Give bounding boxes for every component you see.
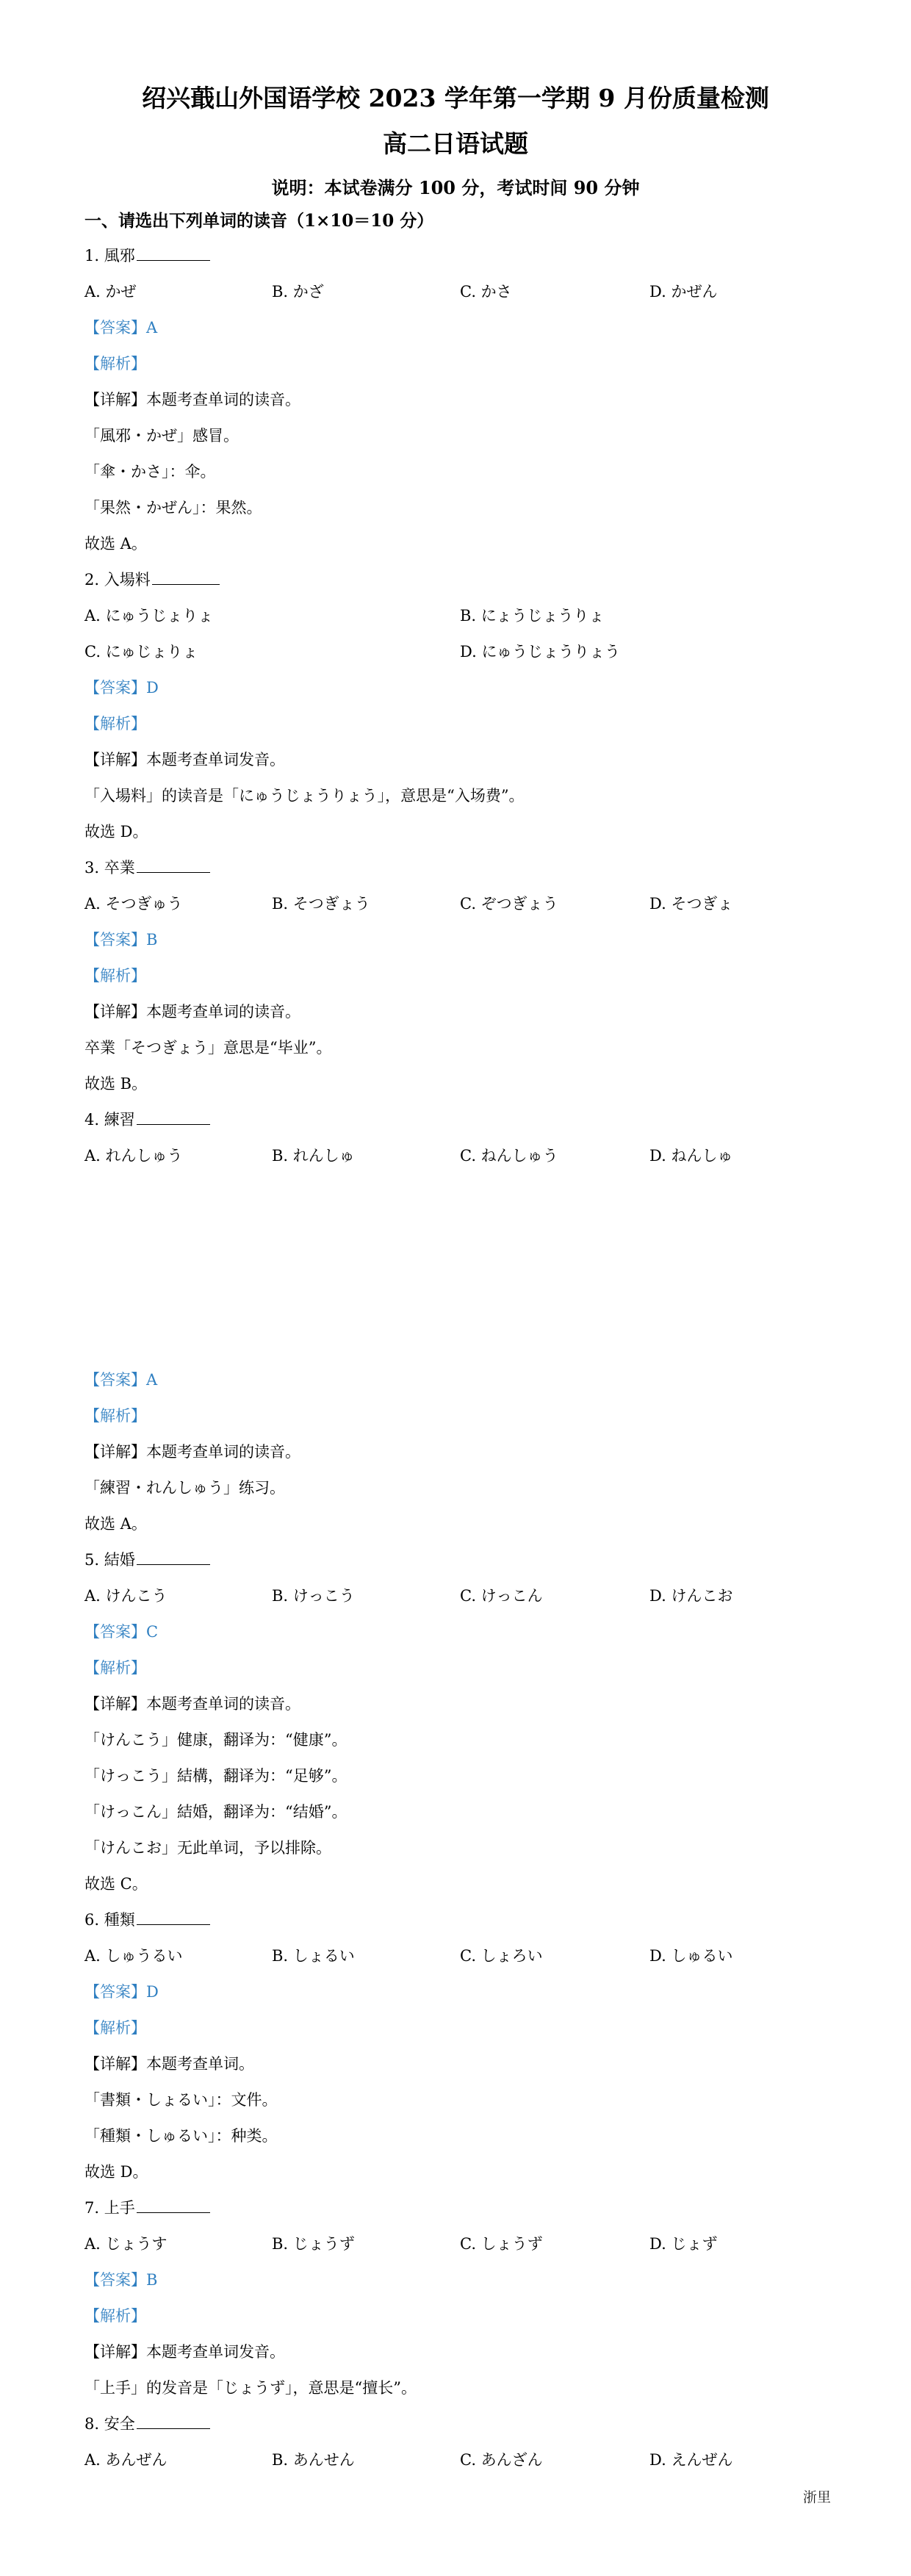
question-5-stem: 5. 結婚 <box>84 1548 210 1570</box>
question-5-detail: 「けっこう」結構，翻译为：“足够”。 <box>84 1767 348 1785</box>
question-4-detail: 「練習・れんしゅう」练习。 <box>84 1479 285 1497</box>
question-4-analysis: 【解析】 <box>84 1407 146 1425</box>
question-1-analysis: 【解析】 <box>84 355 146 373</box>
question-1-detail: 【详解】本题考查单词的读音。 <box>84 391 300 409</box>
question-5-detail: 「けっこん」結婚，翻译为：“结婚”。 <box>84 1803 348 1821</box>
question-4-detail: 故选 A。 <box>84 1515 147 1533</box>
question-2-detail: 「入場料」的读音是「にゅうじょうりょう」，意思是“入场费”。 <box>84 787 525 805</box>
question-2-option-a: A. にゅうじょりょ <box>84 607 214 625</box>
section-title: 一、请选出下列单词的读音（1×10＝10 分） <box>84 211 434 231</box>
question-4-answer: 【答案】A <box>84 1371 158 1389</box>
question-6-analysis: 【解析】 <box>84 2019 146 2037</box>
question-8-option-d: D. えんぜん <box>649 2451 733 2469</box>
question-3-detail: 故选 B。 <box>84 1075 148 1093</box>
question-1-detail: 「風邪・かぜ」感冒。 <box>84 427 239 445</box>
question-6-detail: 【详解】本题考查单词。 <box>84 2055 254 2073</box>
question-2-detail: 【详解】本题考查单词发音。 <box>84 751 285 769</box>
question-3-stem: 3. 卒業 <box>84 856 210 878</box>
question-7-detail: 「上手」的发音是「じょうず」，意思是“擅长”。 <box>84 2379 417 2397</box>
question-5-detail: 「けんこお」无此单词，予以排除。 <box>84 1839 331 1857</box>
question-2-analysis: 【解析】 <box>84 715 146 733</box>
question-6-detail: 「書類・しょるい」：文件。 <box>84 2091 278 2109</box>
question-5-detail: 「けんこう」健康，翻译为：“健康”。 <box>84 1731 348 1749</box>
question-3-option-c: C. ぞつぎょう <box>460 895 558 913</box>
question-5-option-b: B. けっこう <box>272 1587 355 1605</box>
question-7-option-b: B. じょうず <box>272 2235 355 2253</box>
question-1-detail: 故选 A。 <box>84 535 147 553</box>
question-8-option-a: A. あんぜん <box>84 2451 168 2469</box>
question-2-option-b: B. にょうじょうりょ <box>460 607 605 625</box>
question-6-detail: 「種類・しゅるい」：种类。 <box>84 2127 278 2145</box>
question-2-detail: 故选 D。 <box>84 823 148 841</box>
question-2-option-d: D. にゅうじょうりょう <box>460 643 621 661</box>
question-5-analysis: 【解析】 <box>84 1659 146 1677</box>
question-5-option-a: A. けんこう <box>84 1587 168 1605</box>
question-4-option-d: D. ねんしゅ <box>649 1147 733 1165</box>
question-2-answer: 【答案】D <box>84 679 159 697</box>
exam-note: 说明：本试卷满分 100 分，考试时间 90 分钟 <box>271 177 640 198</box>
question-1-answer: 【答案】A <box>84 319 158 337</box>
question-1-option-c: C. かさ <box>460 283 512 301</box>
question-7-answer: 【答案】B <box>84 2271 158 2289</box>
question-8-option-b: B. あんせん <box>272 2451 355 2469</box>
question-8-stem: 8. 安全 <box>84 2412 210 2434</box>
question-8-option-c: C. あんざん <box>460 2451 543 2469</box>
exam-subtitle: 高二日语试题 <box>383 129 528 158</box>
question-7-option-d: D. じょず <box>649 2235 718 2253</box>
question-7-detail: 【详解】本题考查单词发音。 <box>84 2343 285 2361</box>
question-6-option-d: D. しゅるい <box>649 1947 733 1965</box>
question-5-option-d: D. けんこお <box>649 1587 733 1605</box>
question-3-detail: 【详解】本题考查单词的读音。 <box>84 1003 300 1021</box>
question-1-detail: 「傘・かさ」：伞。 <box>84 463 216 481</box>
question-1-option-d: D. かぜん <box>649 283 718 301</box>
question-7-analysis: 【解析】 <box>84 2307 146 2325</box>
question-2-option-c: C. にゅじょりょ <box>84 643 198 661</box>
question-7-option-c: C. しょうず <box>460 2235 543 2253</box>
question-4-option-b: B. れんしゅ <box>272 1147 355 1165</box>
question-3-option-d: D. そつぎょ <box>649 895 733 913</box>
question-3-answer: 【答案】B <box>84 931 158 949</box>
question-2-stem: 2. 入場料 <box>84 568 220 590</box>
exam-title: 绍兴蕺山外国语学校 2023 学年第一学期 9 月份质量检测 <box>142 84 769 112</box>
question-6-option-b: B. しょるい <box>272 1947 355 1965</box>
question-1-detail: 「果然・かぜん」：果然。 <box>84 499 262 517</box>
question-4-stem: 4. 練習 <box>84 1108 210 1130</box>
question-7-option-a: A. じょうす <box>84 2235 168 2253</box>
question-6-stem: 6. 種類 <box>84 1908 210 1930</box>
question-3-option-a: A. そつぎゅう <box>84 895 183 913</box>
question-6-answer: 【答案】D <box>84 1983 159 2001</box>
question-4-option-c: C. ねんしゅう <box>460 1147 558 1165</box>
question-5-answer: 【答案】C <box>84 1623 159 1641</box>
question-5-detail: 【详解】本题考查单词的读音。 <box>84 1695 300 1713</box>
question-4-option-a: A. れんしゅう <box>84 1147 183 1165</box>
question-5-option-c: C. けっこん <box>460 1587 543 1605</box>
question-1-stem: 1. 風邪 <box>84 244 210 266</box>
question-1-option-a: A. かぜ <box>84 283 137 301</box>
question-1-option-b: B. かざ <box>272 283 324 301</box>
page-footer-mark: 浙里 <box>803 2489 832 2505</box>
question-5-detail: 故选 C。 <box>84 1875 148 1893</box>
question-4-detail: 【详解】本题考查单词的读音。 <box>84 1443 300 1461</box>
question-6-option-c: C. しょろい <box>460 1947 543 1965</box>
question-3-analysis: 【解析】 <box>84 967 146 985</box>
question-6-detail: 故选 D。 <box>84 2163 148 2181</box>
question-3-detail: 卒業「そつぎょう」意思是“毕业”。 <box>84 1039 332 1057</box>
question-7-stem: 7. 上手 <box>84 2196 210 2218</box>
question-6-option-a: A. しゅうるい <box>84 1947 183 1965</box>
question-3-option-b: B. そつぎょう <box>272 895 370 913</box>
